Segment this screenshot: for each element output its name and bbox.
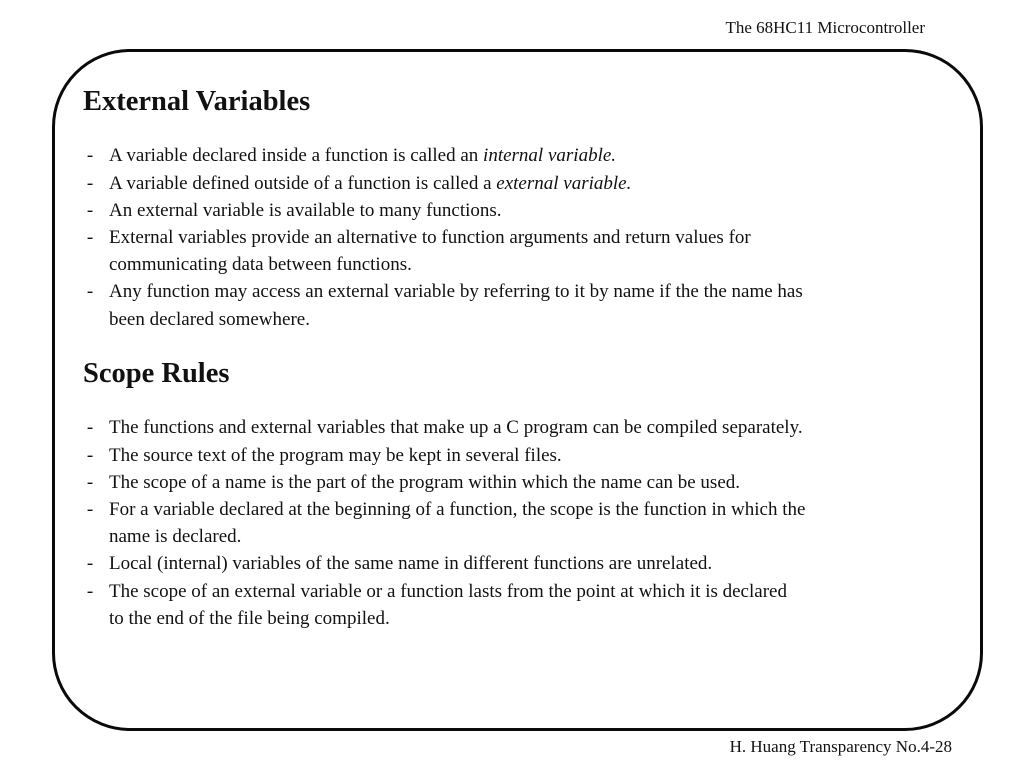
spacer xyxy=(83,115,963,142)
list-item xyxy=(83,224,963,278)
list-item xyxy=(83,469,963,496)
spacer xyxy=(83,387,963,414)
list-item xyxy=(83,442,963,469)
bullet-dash: - xyxy=(86,471,94,493)
item-text: The functions and external variables that make up a C program can be compiled separately. xyxy=(109,417,803,439)
slide-content xyxy=(83,88,963,632)
slide-header-title: The 68HC11 Microcontroller xyxy=(725,18,925,37)
bullet-dash: - xyxy=(86,580,94,602)
item-text: The scope of an external variable or a function lasts from the point at which it is declared xyxy=(109,580,787,602)
item-text: External variables provide an alternative to function arguments and return values for xyxy=(109,226,751,248)
bullet-dash: - xyxy=(86,498,94,520)
bullet-dash: - xyxy=(86,226,94,248)
section-scope-rules xyxy=(83,357,963,632)
section-external-variables xyxy=(83,88,963,333)
item-text: Local (internal) variables of the same name in different functions are unrelated. xyxy=(109,553,713,575)
slide-footer-label: H. Huang Transparency No.4-28 xyxy=(729,737,952,756)
item-continuation: to the end of the file being compiled. xyxy=(109,607,390,629)
bullet-dash: - xyxy=(86,199,94,221)
bullet-dash: - xyxy=(86,417,94,439)
bullet-dash: - xyxy=(86,553,94,575)
item-text: The scope of a name is the part of the program within which the name can be used. xyxy=(109,471,741,493)
list-item xyxy=(83,496,963,550)
section-heading: External Variables xyxy=(83,86,311,117)
list-item xyxy=(83,197,963,224)
bullet-list xyxy=(83,414,963,632)
item-text: An external variable is available to many functions. xyxy=(109,199,502,221)
bullet-dash: - xyxy=(86,145,94,167)
item-text: A variable declared inside a function is called an xyxy=(109,145,484,167)
item-text: The source text of the program may be kept in several files. xyxy=(109,444,562,466)
list-item xyxy=(83,550,963,577)
list-item xyxy=(83,414,963,441)
item-text: For a variable declared at the beginning of a function, the scope is the function in which the xyxy=(109,498,806,520)
bullet-dash: - xyxy=(86,281,94,303)
list-item xyxy=(83,278,963,332)
list-item xyxy=(83,142,963,169)
item-continuation: been declared somewhere. xyxy=(109,308,310,330)
item-continuation: name is declared. xyxy=(109,526,242,548)
bullet-list xyxy=(83,142,963,332)
bullet-dash: - xyxy=(86,172,94,194)
item-continuation: communicating data between functions. xyxy=(109,254,412,276)
item-text: Any function may access an external variable by referring to it by name if the the name has xyxy=(109,281,803,303)
item-text: A variable defined outside of a function is called a xyxy=(109,172,497,194)
item-emphasis: external variable. xyxy=(496,172,632,194)
list-item xyxy=(83,578,963,632)
item-emphasis: internal variable. xyxy=(483,145,617,167)
list-item xyxy=(83,170,963,197)
spacer xyxy=(83,333,963,360)
bullet-dash: - xyxy=(86,444,94,466)
section-heading: Scope Rules xyxy=(83,357,230,389)
